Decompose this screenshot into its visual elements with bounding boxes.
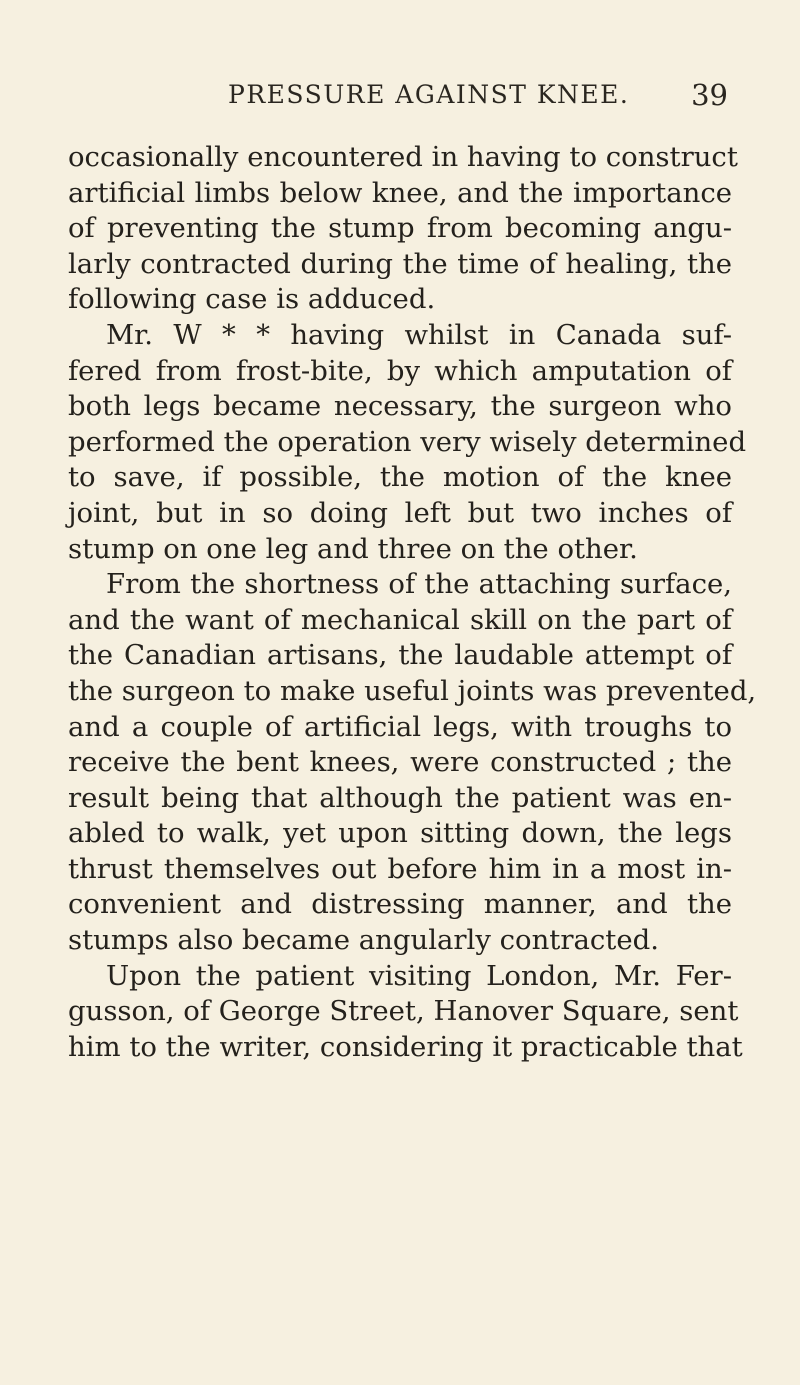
body-text [68, 140, 757, 1065]
text-line: larly contracted during the time of healing, the [68, 247, 732, 280]
text-line: thrust themselves out before him in a most in- [68, 852, 732, 885]
text-line: convenient and distressing manner, and the [68, 888, 732, 921]
text-line: fered from frost-bite, by which amputation of [68, 354, 732, 387]
text-line: performed the operation very wisely determined [68, 425, 747, 458]
text-line: artificial limbs below knee, and the importance [68, 176, 732, 209]
text-line: the surgeon to make useful joints was prevented, [68, 674, 757, 707]
text-line: gusson, of George Street, Hanover Square, sent [68, 995, 739, 1028]
text-line: the Canadian artisans, the laudable attempt of [68, 639, 732, 672]
text-line: following case is adduced. [68, 283, 436, 316]
paragraph-start-line: Upon the patient visiting London, Mr. Fer- [106, 959, 732, 992]
running-head [70, 78, 730, 114]
text-line: to save, if possible, the motion of the knee [68, 461, 732, 494]
text-line: result being that although the patient was en- [68, 781, 732, 814]
running-head-title: PRESSURE AGAINST KNEE. [228, 80, 630, 109]
text-line: abled to walk, yet upon sitting down, the legs [68, 817, 732, 850]
page-number: 39 [691, 78, 728, 112]
text-line: stump on one leg and three on the other. [68, 532, 638, 565]
text-line: and the want of mechanical skill on the part of [68, 603, 732, 636]
text-line: of preventing the stump from becoming angu- [68, 212, 732, 245]
paragraph-start-line: From the shortness of the attaching surface, [106, 568, 732, 601]
text-line: occasionally encountered in having to construct [68, 141, 738, 173]
text-line: joint, but in so doing left but two inches of [68, 496, 732, 529]
text-line: stumps also became angularly contracted. [68, 924, 659, 957]
text-line: him to the writer, considering it practicable that [68, 1030, 743, 1063]
text-line: and a couple of artificial legs, with troughs to [68, 710, 732, 743]
paragraph-start-line: Mr. W * * having whilst in Canada suf- [106, 318, 732, 351]
text-line: both legs became necessary, the surgeon who [68, 390, 732, 423]
text-line: receive the bent knees, were constructed ; the [68, 746, 732, 779]
